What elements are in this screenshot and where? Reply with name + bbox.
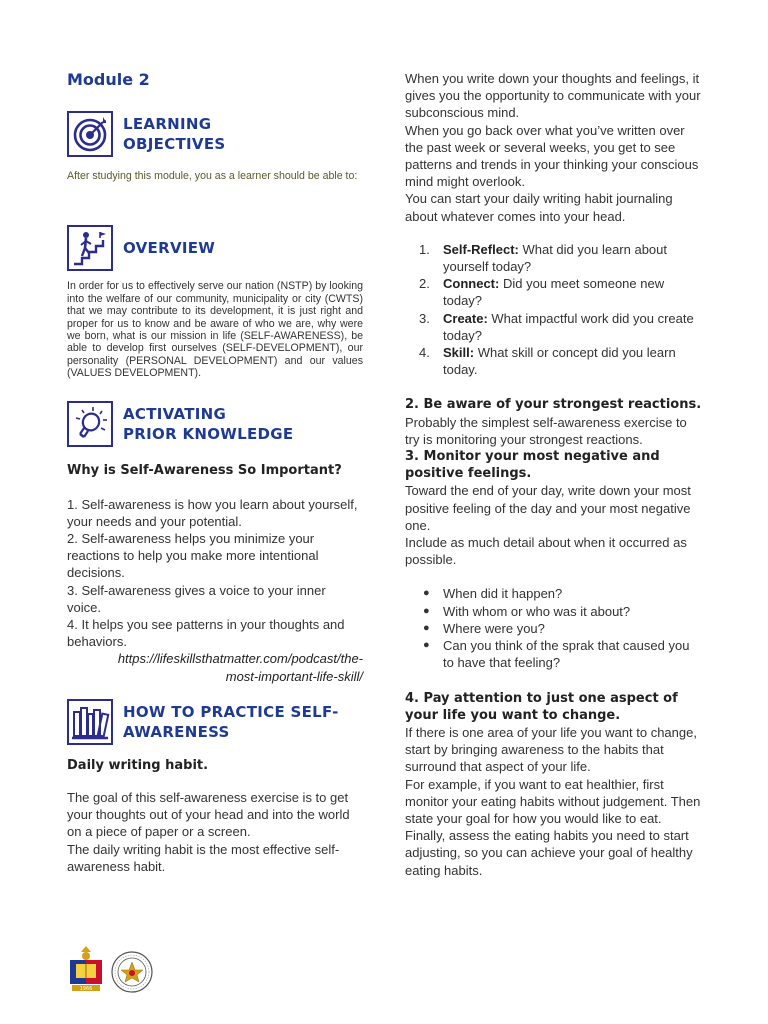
feelings-text-2: Include as much detail about when it occurred as possible. [405,535,687,568]
practice-para-2: The daily writing habit is the most effective self-awareness habit. [67,841,340,874]
practice-header [67,699,363,745]
overview-header [67,225,363,271]
learning-objectives-header [67,111,363,157]
list-item: 3. Create: What impactful work did you create today? [419,310,694,343]
right-column [405,70,703,879]
source-link[interactable]: https://lifeskillsthatmatter.com/podcast/the- most-important-life-skill/ [117,651,363,684]
list-item: 4. Skill: What skill or concept did you learn today. [419,345,676,378]
feelings-heading: 3. Monitor your most negative and positive feelings. [405,449,660,482]
seal-year: 1966 [79,986,93,992]
activating-title: ACTIVATING PRIOR KNOWLEDGE [123,404,294,443]
target-icon [67,111,113,157]
practice-para-1: The goal of this self-awareness exercise is to get your thoughts out of your head and into the world on a piece of paper or a screen. [67,789,350,840]
list-item: 1. Self-awareness is how you learn about yourself, your needs and your potential. [67,496,358,529]
list-item: ● When did it happen? [423,586,563,602]
university-seal-icon [110,950,154,994]
stairs-climber-icon [67,225,113,271]
feelings-text-1: Toward the end of your day, write down your most positive feeling of the day and your most negative one. [405,483,691,533]
school-seal-icon [64,944,108,994]
reactions-text: Probably the simplest self-awareness exercise to try is monitoring your strongest reactions. [405,414,687,447]
overview-text: In order for us to effectively serve our nation (NSTP) by looking into the welfare of our community, municipality or city (CWTS) that we may contribute to its development, it is just right and proper for us to know and be aware of who we are, why were we born, what is our mission in life (SELF-AWARENESS), be able to develop first ourselves (SELF-DEVELOPMENT), our personality (PERSONAL DEVELOPMENT) and our values (VALUES DEVELOPMENT). [67,280,363,380]
books-icon [67,699,113,745]
intro-para-1: When you write down your thoughts and feelings, it gives you the opportunity to communicate with your subconscious mind. [405,71,701,121]
overview-title: OVERVIEW [123,239,216,258]
change-heading: 4. Pay attention to just one aspect of your life you want to change. [405,690,678,723]
change-text-2: For example, if you want to eat healthier, first monitor your eating habits without judgement. Then state your goal for how you would like to eat. [405,776,701,826]
list-item: 4. It helps you see patterns in your thoughts and behaviors. [67,617,345,650]
feelings-questions-list [405,585,703,671]
journal-prompts-list [419,241,703,379]
list-item: ● With whom or who was it about? [423,603,631,619]
list-item: ● Can you think of the sprak that caused you to have that feeling? [423,638,690,671]
reactions-heading: 2. Be aware of your strongest reactions. [405,397,702,413]
list-item: 2. Connect: Did you meet someone new today? [419,276,665,309]
list-item: 1. Self-Reflect: What did you learn about yourself today? [419,241,668,275]
intro-para-2: When you go back over what you’ve written over the past week or several weeks, you get to see patterns and trends in your thinking your conscious mind might overlook. [405,122,699,190]
list-item: 3. Self-awareness gives a voice to your inner voice. [67,582,326,615]
learning-objectives-title: LEARNING OBJECTIVES [123,115,226,153]
list-item: 2. Self-awareness helps you minimize your reactions to help you make more intentional decisions. [67,531,319,581]
intro-para-3: You can start your daily writing habit journaling about whatever comes into your head. [405,191,673,224]
daily-writing-subhead: Daily writing habit. [67,757,209,773]
module-title: Module 2 [67,70,150,89]
lightbulb-icon [67,401,113,447]
importance-list [67,496,363,651]
learning-objectives-text: After studying this module, you as a learner should be able to: [67,170,358,182]
change-text-3: Finally, assess the eating habits you need to start adjusting, so you can achieve your goal of healthy eating habits. [405,828,693,878]
list-item: ● Where were you? [423,620,545,636]
footer-logos [64,944,154,994]
change-text-1: If there is one area of your life you want to change, start by bringing awareness to the habits that surround that aspect of your life. [405,724,697,775]
importance-question: Why is Self-Awareness So Important? [67,462,342,478]
activating-header [67,401,363,447]
practice-title: HOW TO PRACTICE SELF- AWARENESS [123,702,339,741]
left-column [67,70,363,875]
